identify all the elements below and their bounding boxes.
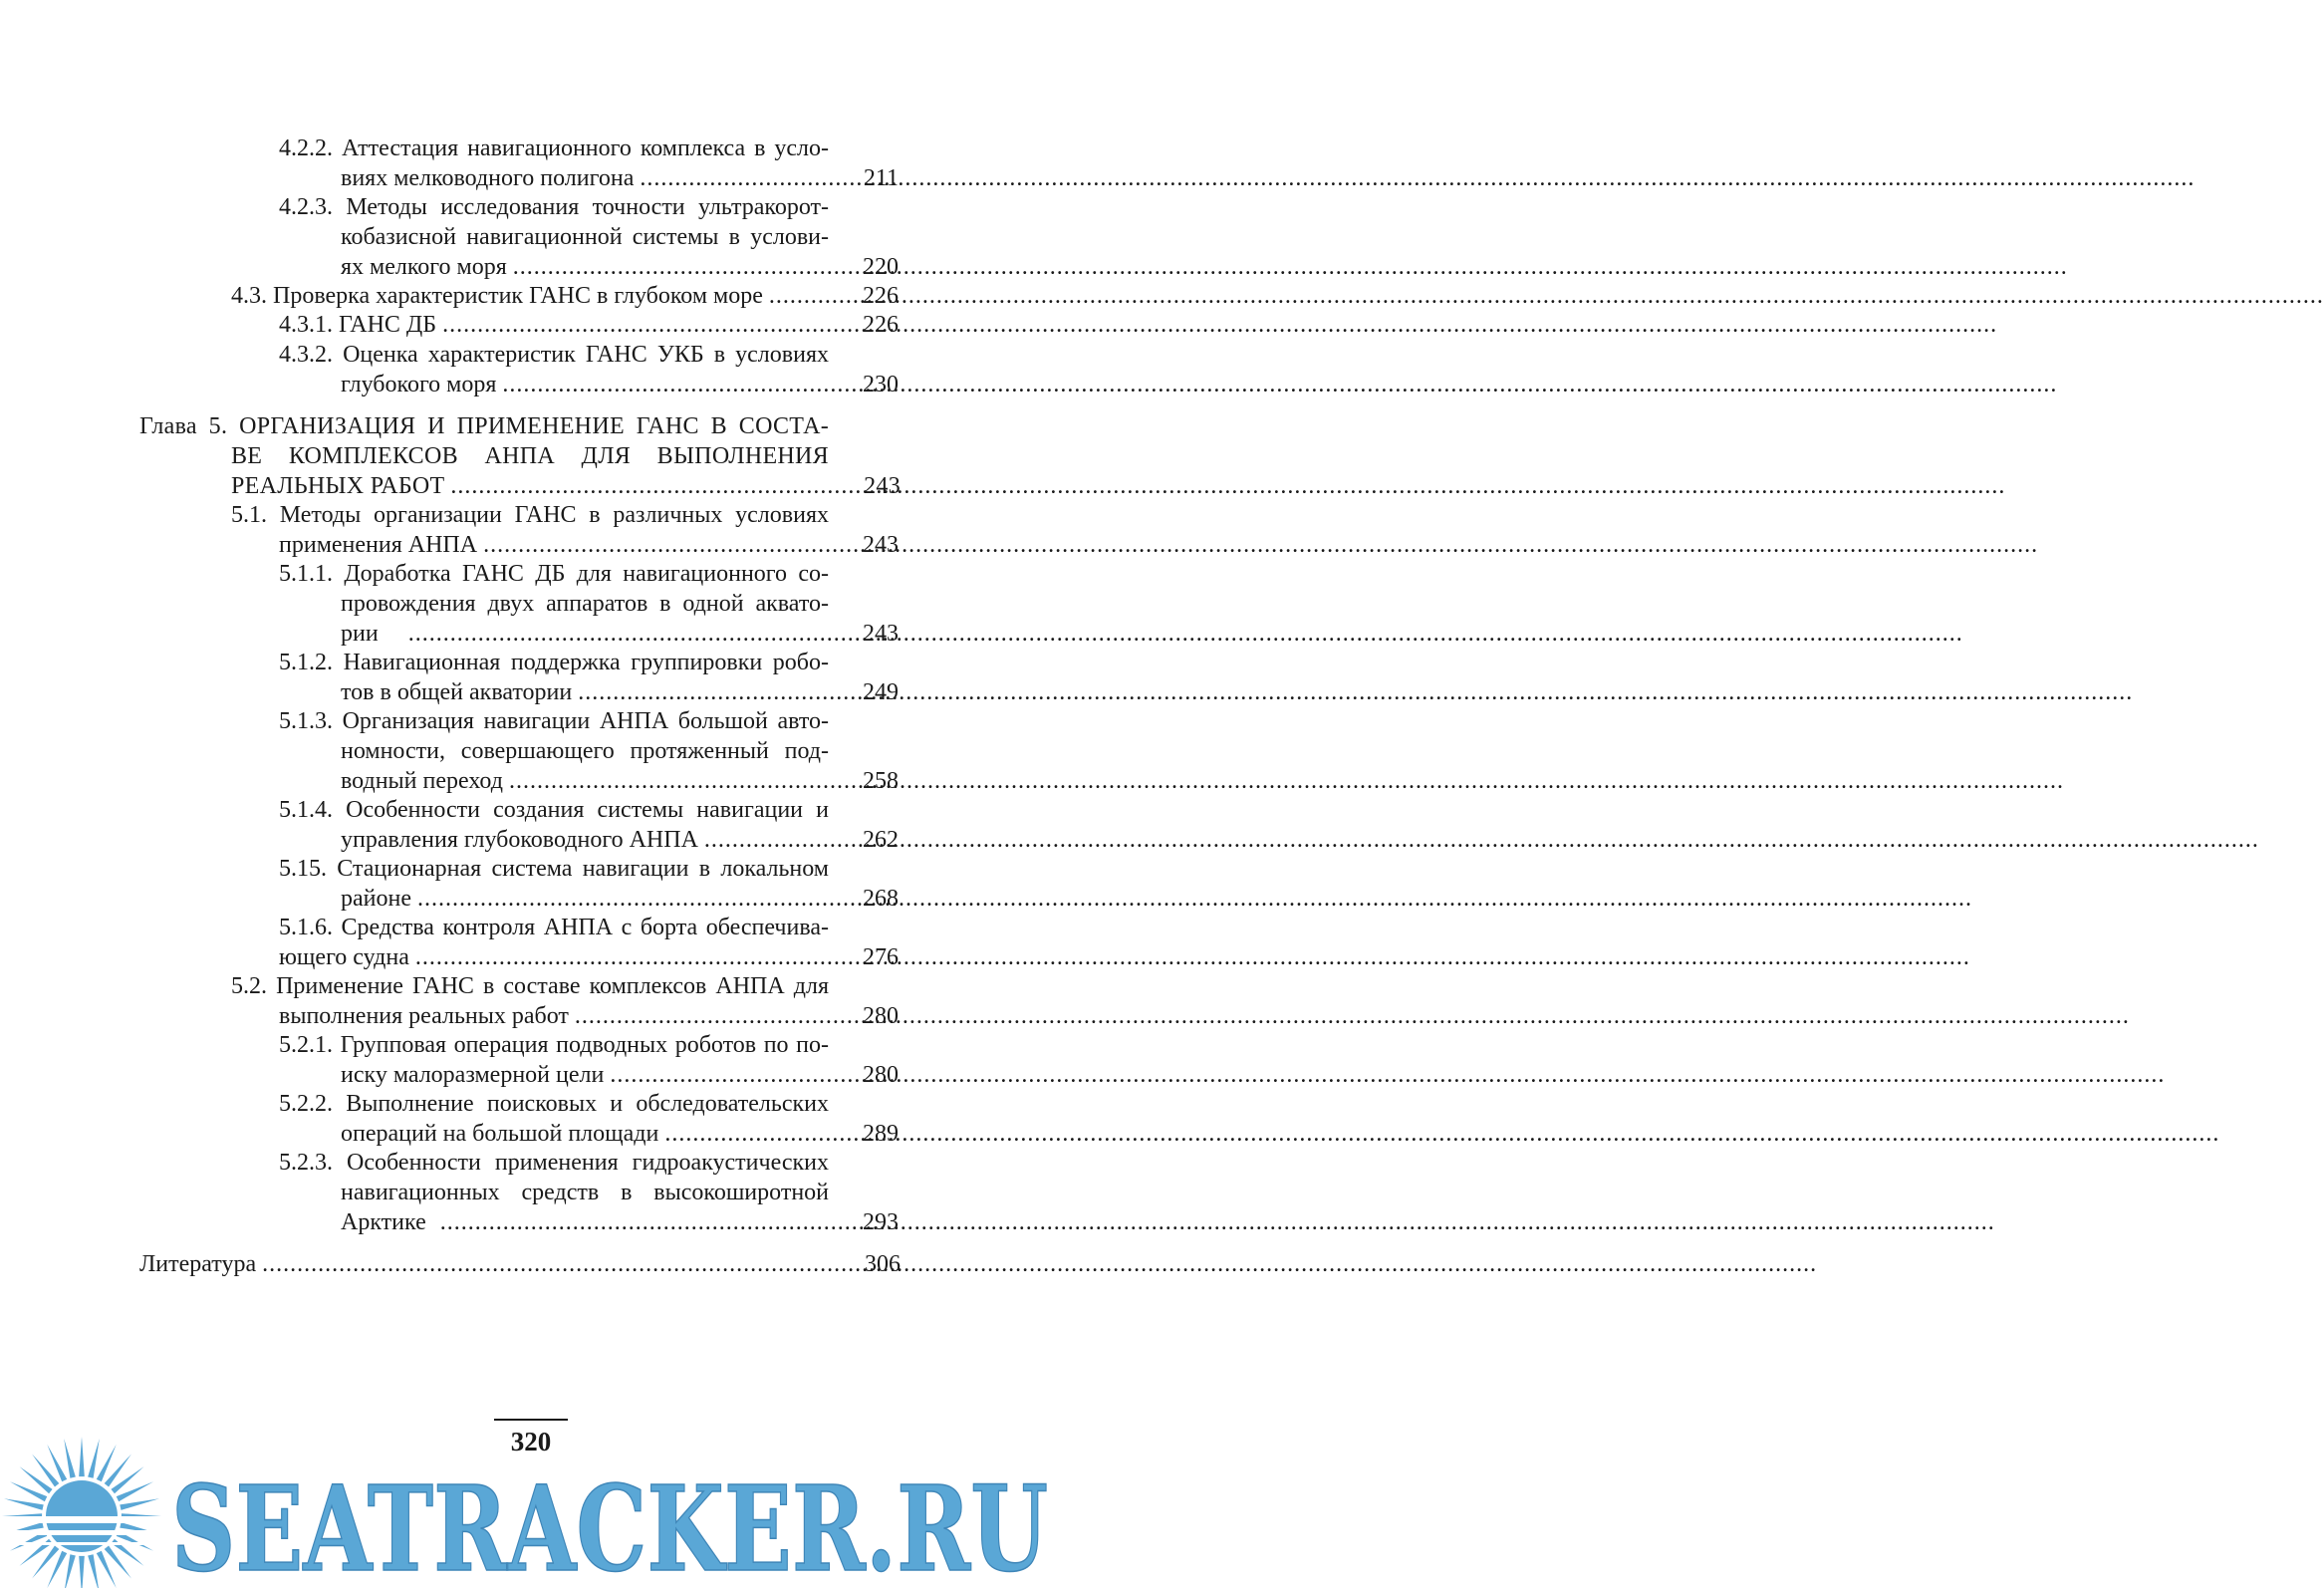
toc-line-leader: выполнения реальных работ ..... — [279, 1001, 829, 1031]
toc-entry-5-2-3 — [0, 1148, 1076, 1237]
toc-line-leader: тов в общей акватории ..... — [341, 677, 829, 707]
toc-line: 4.2.2. Аттестация навигационного комплекса в усло- — [279, 135, 829, 161]
toc-page-number: 243 — [864, 473, 901, 499]
toc-line-leader: районе ..... — [341, 884, 829, 914]
toc-page-number: 276 — [863, 944, 899, 970]
sun-ray — [120, 1498, 159, 1510]
toc-line-leader: 4.3.1. ГАНС ДБ ..... — [279, 310, 829, 340]
sun-ray — [79, 1437, 85, 1476]
toc-entry-5-1 — [0, 500, 1076, 560]
toc-page-number: 258 — [863, 768, 899, 794]
toc-entry-5-1-2 — [0, 648, 1076, 707]
toc-line-leader: Литература ..... — [139, 1249, 829, 1279]
toc-line: 5.2.2. Выполнение поисковых и обследовательских — [279, 1091, 829, 1117]
toc-page-number: 306 — [865, 1251, 901, 1277]
toc-line: Глава 5. ОРГАНИЗАЦИЯ И ПРИМЕНЕНИЕ ГАНС В СОСТА- — [139, 413, 829, 439]
toc-entry-5-2 — [0, 971, 1076, 1031]
toc-line: 5.1.3. Организация навигации АНПА большой авто- — [279, 708, 829, 734]
toc-line: 5.15. Стационарная система навигации в локальном — [279, 856, 829, 882]
toc-line: 5.2.3. Особенности применения гидроакустических — [279, 1150, 829, 1176]
toc-entry-4-2-2 — [0, 133, 1076, 193]
toc-page-number: 230 — [863, 372, 899, 397]
toc-line: 4.2.3. Методы исследования точности ультракорот- — [279, 194, 829, 220]
toc-line: 5.1. Методы организации ГАНС в различных условиях — [231, 502, 829, 528]
toc-line: 5.2.1. Групповая операция подводных роботов по по- — [279, 1032, 829, 1058]
toc-page-number: 243 — [863, 621, 899, 647]
watermark — [0, 1435, 1076, 1588]
toc-page-number: 226 — [863, 312, 899, 338]
toc-line-leader: иску малоразмерной цели ..... — [341, 1060, 829, 1090]
toc-page-number: 226 — [863, 283, 899, 309]
toc-page-number: 280 — [863, 1062, 899, 1088]
toc-line: провождения двух аппаратов в одной аквато- — [341, 591, 829, 617]
toc-line: 4.3.2. Оценка характеристик ГАНС УКБ в условиях — [279, 342, 829, 368]
toc-entry-4-2-3 — [0, 192, 1076, 282]
toc-line-leader: ющего судна ..... — [279, 942, 829, 972]
toc-line-leader: применения АНПА ..... — [279, 530, 829, 560]
toc-line-leader: рии ..... — [341, 619, 829, 649]
toc-page-number: 211 — [863, 165, 899, 191]
toc-page-number: 262 — [863, 827, 899, 853]
toc-line: кобазисной навигационной системы в услови- — [341, 224, 829, 250]
toc-line-leader: глубокого моря ..... — [341, 370, 829, 399]
sun-ray — [79, 1556, 85, 1588]
sun-ray — [64, 1439, 76, 1478]
toc-page-number: 243 — [863, 532, 899, 558]
toc-entry-5-1-1 — [0, 559, 1076, 649]
toc-line: ВЕ КОМПЛЕКСОВ АНПА ДЛЯ ВЫПОЛНЕНИЯ — [231, 443, 829, 469]
toc-entry-4-3-2 — [0, 340, 1076, 399]
toc-entry-5-1-4 — [0, 795, 1076, 855]
sun-ray — [88, 1554, 100, 1588]
toc-page-number: 249 — [863, 679, 899, 705]
toc-line-leader: Арктике ..... — [341, 1207, 829, 1237]
toc-line: 5.1.4. Особенности создания системы навигации и — [279, 797, 829, 823]
toc-entry-4-3-1 — [0, 310, 1076, 340]
toc-line: номности, совершающего протяженный под- — [341, 738, 829, 764]
toc-entry-references — [0, 1249, 1076, 1279]
toc-page-number: 280 — [863, 1003, 899, 1029]
toc-page-number: 268 — [863, 886, 899, 912]
toc-line: 5.1.1. Доработка ГАНС ДБ для навигационного со- — [279, 561, 829, 587]
sun-ray — [88, 1439, 100, 1478]
toc-line-leader: управления глубоководного АНПА ..... — [341, 825, 829, 855]
toc-entry-5-15 — [0, 854, 1076, 914]
toc-entry-4-3 — [0, 281, 1076, 311]
toc-line: 5.1.2. Навигационная поддержка группировки робо- — [279, 650, 829, 675]
toc-line-leader: 4.3. Проверка характеристик ГАНС в глубоком море ..... — [231, 281, 829, 311]
toc-line: навигационных средств в высокоширотной — [341, 1180, 829, 1205]
page-number: 320 — [510, 1427, 552, 1456]
sun-logo-icon — [0, 1437, 169, 1588]
toc-line: 5.2. Применение ГАНС в составе комплексов АНПА для — [231, 973, 829, 999]
toc-line-leader: виях мелководного полигона ..... — [341, 163, 829, 193]
toc-entry-chapter-5 — [0, 411, 1076, 501]
toc-page-number: 289 — [863, 1121, 899, 1147]
toc-line-leader: операций на большой площади ..... — [341, 1119, 829, 1149]
watermark-text: SEATRACKER.RU — [171, 1459, 1048, 1588]
toc-entry-5-1-3 — [0, 706, 1076, 796]
sun-ray — [4, 1498, 44, 1510]
toc-page-number: 293 — [863, 1209, 899, 1235]
toc-entry-5-2-1 — [0, 1030, 1076, 1090]
toc-entry-5-2-2 — [0, 1089, 1076, 1149]
toc-page-number: 220 — [863, 254, 899, 280]
toc-line-leader: РЕАЛЬНЫХ РАБОТ ..... — [231, 471, 829, 501]
sun-ray — [64, 1554, 76, 1588]
toc-line: 5.1.6. Средства контроля АНПА с борта обеспечива- — [279, 915, 829, 940]
page-number-rule — [494, 1419, 568, 1421]
toc-entry-5-1-6 — [0, 913, 1076, 972]
toc-line-leader: ях мелкого моря ..... — [341, 252, 829, 282]
toc-line-leader: водный переход ..... — [341, 766, 829, 796]
